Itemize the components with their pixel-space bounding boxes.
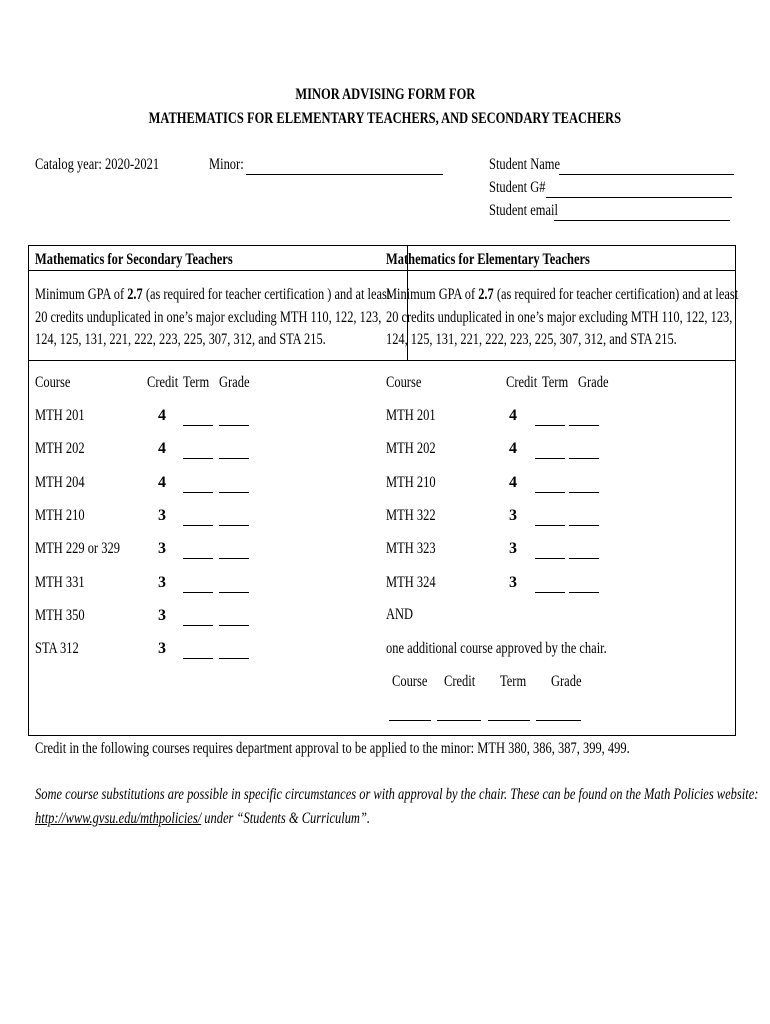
secondary-grade-field[interactable]	[219, 558, 249, 559]
elementary-col-course: Course	[386, 374, 422, 391]
elementary-course-credit: 4	[509, 440, 517, 458]
secondary-term-field[interactable]	[183, 558, 213, 559]
elementary-term-field[interactable]	[535, 458, 565, 459]
elementary-course-name: MTH 323	[386, 540, 436, 558]
elementary-col-credit: Credit	[506, 374, 538, 391]
elementary-col-grade: Grade	[578, 374, 609, 391]
minor-field[interactable]	[246, 174, 443, 175]
secondary-term-field[interactable]	[183, 492, 213, 493]
elementary-term-field[interactable]	[535, 525, 565, 526]
elementary-course-name: MTH 202	[386, 440, 436, 458]
secondary-course-name: MTH 229 or 329	[35, 540, 120, 558]
secondary-grade-field[interactable]	[219, 592, 249, 593]
student-email-field[interactable]	[554, 220, 730, 221]
secondary-requirements: Minimum GPA of 2.7 (as required for teacher certification ) and at least 20 credits unduplicated in one’s major excluding MTH 110, 122, 123, 124, 125, 131, 221, 222, 223, 225, 307, 312, and STA 215.	[35, 286, 391, 348]
elementary-heading: Mathematics for Elementary Teachers	[386, 251, 590, 268]
additional-credit-field[interactable]	[437, 720, 481, 721]
elementary-course-name: MTH 322	[386, 506, 436, 524]
secondary-grade-field[interactable]	[219, 625, 249, 626]
heading-divider	[29, 270, 735, 271]
secondary-course-name: MTH 202	[35, 440, 85, 458]
secondary-course-name: MTH 350	[35, 606, 85, 624]
secondary-course-name: MTH 210	[35, 506, 85, 524]
secondary-course-credit: 3	[158, 540, 166, 558]
student-name-field[interactable]	[559, 174, 734, 175]
elementary-term-field[interactable]	[535, 492, 565, 493]
secondary-col-grade: Grade	[219, 374, 250, 391]
elementary-grade-field[interactable]	[569, 558, 599, 559]
secondary-course-credit: 3	[158, 606, 166, 624]
secondary-col-term: Term	[183, 374, 210, 391]
secondary-grade-field[interactable]	[219, 492, 249, 493]
secondary-term-field[interactable]	[183, 658, 213, 659]
additional-term-field[interactable]	[488, 720, 530, 721]
secondary-term-field[interactable]	[183, 458, 213, 459]
elementary-col-term: Term	[542, 374, 569, 391]
elementary-term-field[interactable]	[535, 425, 565, 426]
additional-course-field[interactable]	[389, 720, 431, 721]
elementary-course-name: MTH 201	[386, 407, 436, 424]
elementary-course-credit: 4	[509, 473, 517, 491]
secondary-term-field[interactable]	[183, 625, 213, 626]
additional-col-term: Term	[500, 673, 527, 690]
student-name-label: Student Name	[489, 156, 561, 173]
secondary-grade-field[interactable]	[219, 458, 249, 459]
secondary-course-credit: 3	[158, 573, 166, 591]
student-g-label: Student G#	[489, 179, 546, 196]
secondary-course-name: MTH 204	[35, 473, 85, 491]
secondary-term-field[interactable]	[183, 425, 213, 426]
secondary-term-field[interactable]	[183, 592, 213, 593]
secondary-col-course: Course	[35, 374, 71, 391]
elementary-course-name: MTH 210	[386, 473, 436, 491]
elementary-requirements: Minimum GPA of 2.7 (as required for teacher certification) and at least 20 credits unduplicated in one’s major excluding MTH 110, 122, 123, 124, 125, 131, 221, 222, 223, 225, 307, 312, and STA 215.	[386, 286, 739, 348]
additional-course-note: one additional course approved by the chair.	[386, 640, 607, 657]
elementary-course-credit: 3	[509, 540, 517, 558]
secondary-course-credit: 4	[158, 473, 166, 491]
secondary-col-credit: Credit	[147, 374, 179, 391]
elementary-grade-field[interactable]	[569, 425, 599, 426]
elementary-term-field[interactable]	[535, 558, 565, 559]
secondary-course-name: STA 312	[35, 640, 79, 658]
elementary-term-field[interactable]	[535, 592, 565, 593]
additional-col-credit: Credit	[444, 673, 476, 690]
secondary-heading: Mathematics for Secondary Teachers	[35, 251, 233, 268]
elementary-grade-field[interactable]	[569, 525, 599, 526]
secondary-grade-field[interactable]	[219, 425, 249, 426]
secondary-course-credit: 3	[158, 506, 166, 524]
elementary-course-credit: 4	[509, 407, 517, 424]
additional-col-grade: Grade	[551, 673, 582, 690]
elementary-course-credit: 3	[509, 506, 517, 524]
substitution-note: Some course substitutions are possible in specific circumstances or with approval by the chair. These can be found on the Math Policies website:	[35, 786, 759, 803]
elementary-grade-field[interactable]	[569, 492, 599, 493]
secondary-course-credit: 4	[158, 440, 166, 458]
secondary-course-name: MTH 331	[35, 573, 85, 591]
catalog-year: Catalog year: 2020-2021	[35, 156, 160, 173]
requirements-divider	[29, 360, 735, 361]
link-suffix: under “Students & Curriculum”.	[201, 810, 371, 827]
secondary-course-name: MTH 201	[35, 407, 85, 424]
form-title-line1: MINOR ADVISING FORM FOR	[295, 86, 475, 103]
elementary-grade-field[interactable]	[569, 458, 599, 459]
form-title-line2: MATHEMATICS FOR ELEMENTARY TEACHERS, AND SECONDARY TEACHERS	[148, 110, 622, 127]
student-email-label: Student email	[489, 202, 558, 219]
secondary-grade-field[interactable]	[219, 525, 249, 526]
secondary-course-credit: 3	[158, 640, 166, 658]
approval-note: Credit in the following courses requires department approval to be applied to the minor: MTH 380, 386, 387, 399, 499.	[35, 740, 630, 757]
secondary-course-credit: 4	[158, 407, 166, 424]
additional-col-course: Course	[392, 673, 428, 690]
minor-label: Minor:	[209, 156, 244, 173]
policies-line	[35, 810, 465, 828]
student-g-field[interactable]	[546, 197, 732, 198]
elementary-course-credit: 3	[509, 573, 517, 591]
additional-grade-field[interactable]	[536, 720, 581, 721]
secondary-term-field[interactable]	[183, 525, 213, 526]
elementary-grade-field[interactable]	[569, 592, 599, 593]
secondary-grade-field[interactable]	[219, 658, 249, 659]
math-policies-link[interactable]: http://www.gvsu.edu/mthpolicies/	[35, 810, 202, 827]
and-label: AND	[386, 606, 414, 623]
elementary-course-name: MTH 324	[386, 573, 436, 591]
